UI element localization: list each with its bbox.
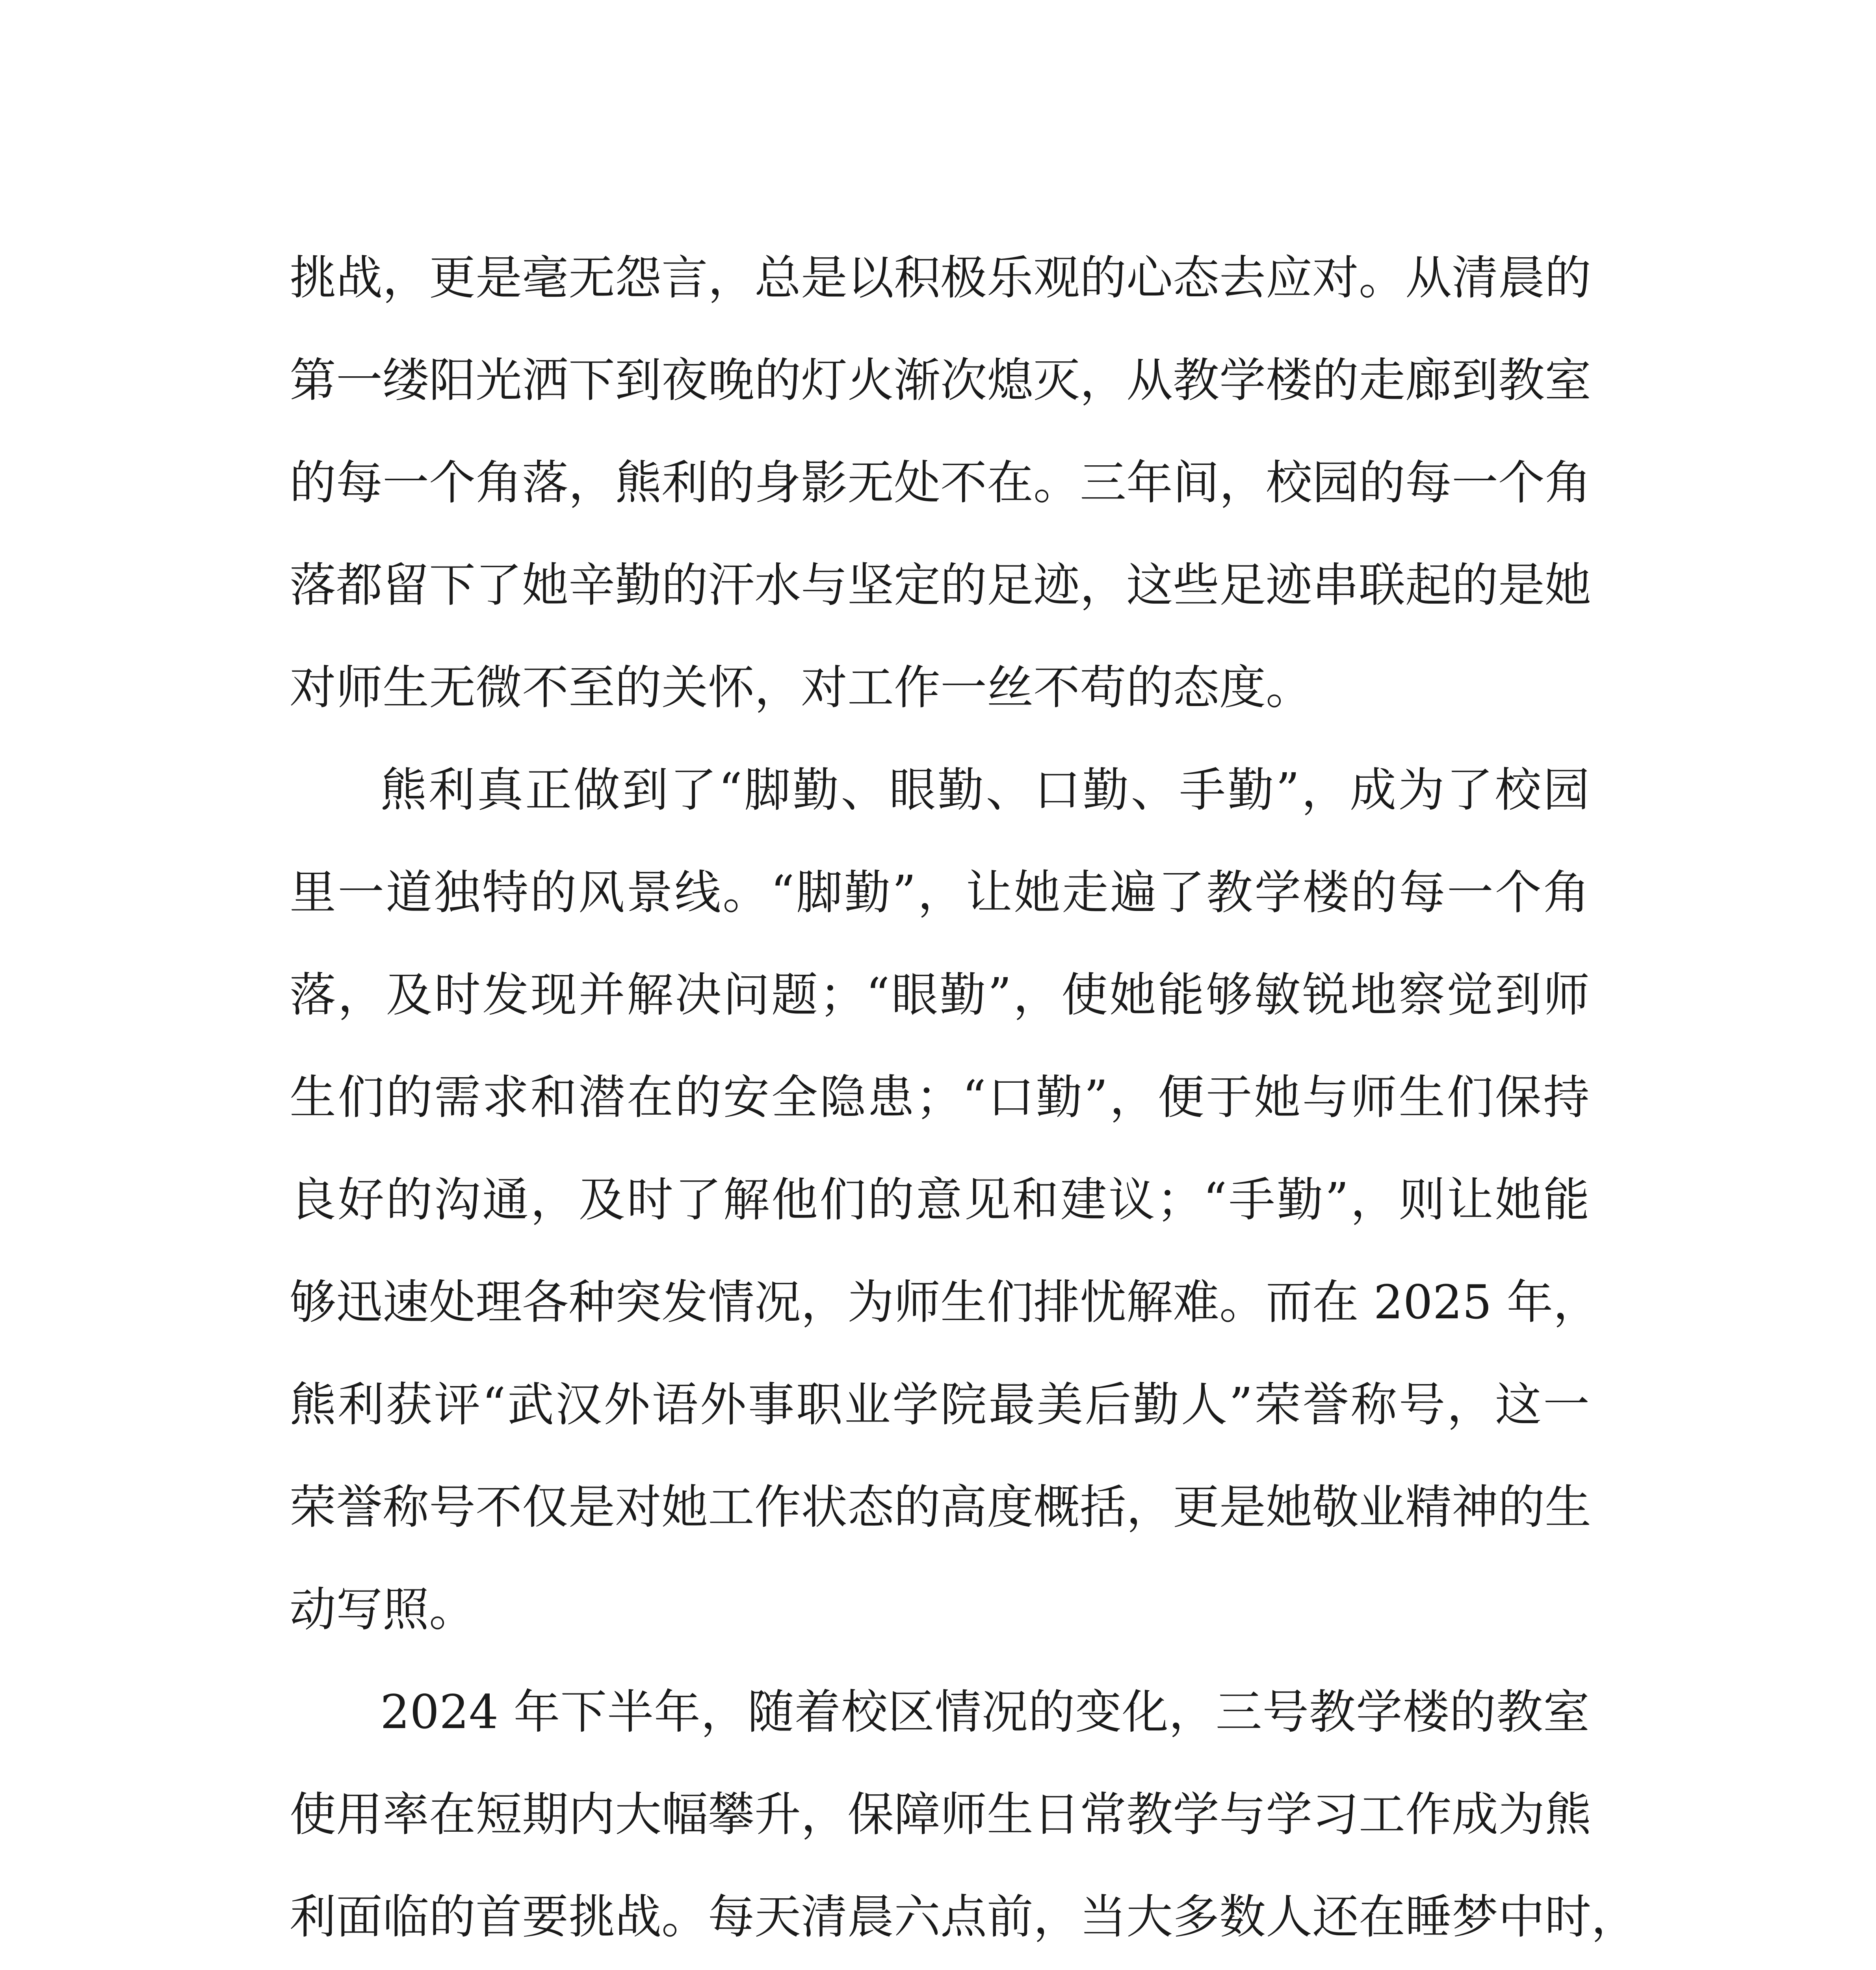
text-line-17: 利面临的首要挑战。每天清晨六点前，当大多数人还在睡梦中时， — [290, 1890, 1638, 1944]
text-line-8: 落，及时发现并解决问题；“眼勤”，使她能够敏锐地察觉到师 — [290, 968, 1590, 1022]
text-line-16: 使用率在短期内大幅攀升，保障师生日常教学与学习工作成为熊 — [290, 1787, 1592, 1842]
text-line-11: 够迅速处理各种突发情况，为师生们排忧解难。而在 2025 年， — [290, 1275, 1600, 1329]
text-line-5: 对师生无微不至的关怀，对工作一丝不苟的态度。 — [290, 660, 1313, 715]
text-line-1: 挑战，更是毫无怨言，总是以积极乐观的心态去应对。从清晨的 — [290, 251, 1592, 305]
text-line-7: 里一道独特的风景线。“脚勤”，让她走遍了教学楼的每一个角 — [290, 865, 1590, 920]
text-line-2: 第一缕阳光洒下到夜晚的灯火渐次熄灭，从教学楼的走廊到教室 — [290, 353, 1592, 407]
text-line-18 — [290, 1968, 1590, 1970]
text-line-3: 的每一个角落，熊利的身影无处不在。三年间，校园的每一个角 — [290, 455, 1592, 510]
text-line-12: 熊利获评“武汉外语外事职业学院最美后勤人”荣誉称号，这一 — [290, 1377, 1590, 1432]
text-line-13: 荣誉称号不仅是对她工作状态的高度概括，更是她敬业精神的生 — [290, 1480, 1592, 1534]
text-line-6: 熊利真正做到了“脚勤、眼勤、口勤、手勤”，成为了校园 — [380, 763, 1590, 817]
text-line-10: 良好的沟通，及时了解他们的意见和建议；“手勤”，则让她能 — [290, 1173, 1590, 1227]
text-line-15: 2024 年下半年，随着校区情况的变化，三号教学楼的教室 — [380, 1685, 1590, 1739]
text-line-4: 落都留下了她辛勤的汗水与坚定的足迹，这些足迹串联起的是她 — [290, 558, 1592, 612]
text-line-9: 生们的需求和潜在的安全隐患；“口勤”，便于她与师生们保持 — [290, 1070, 1590, 1124]
text-line-14: 动写照。 — [290, 1582, 476, 1637]
